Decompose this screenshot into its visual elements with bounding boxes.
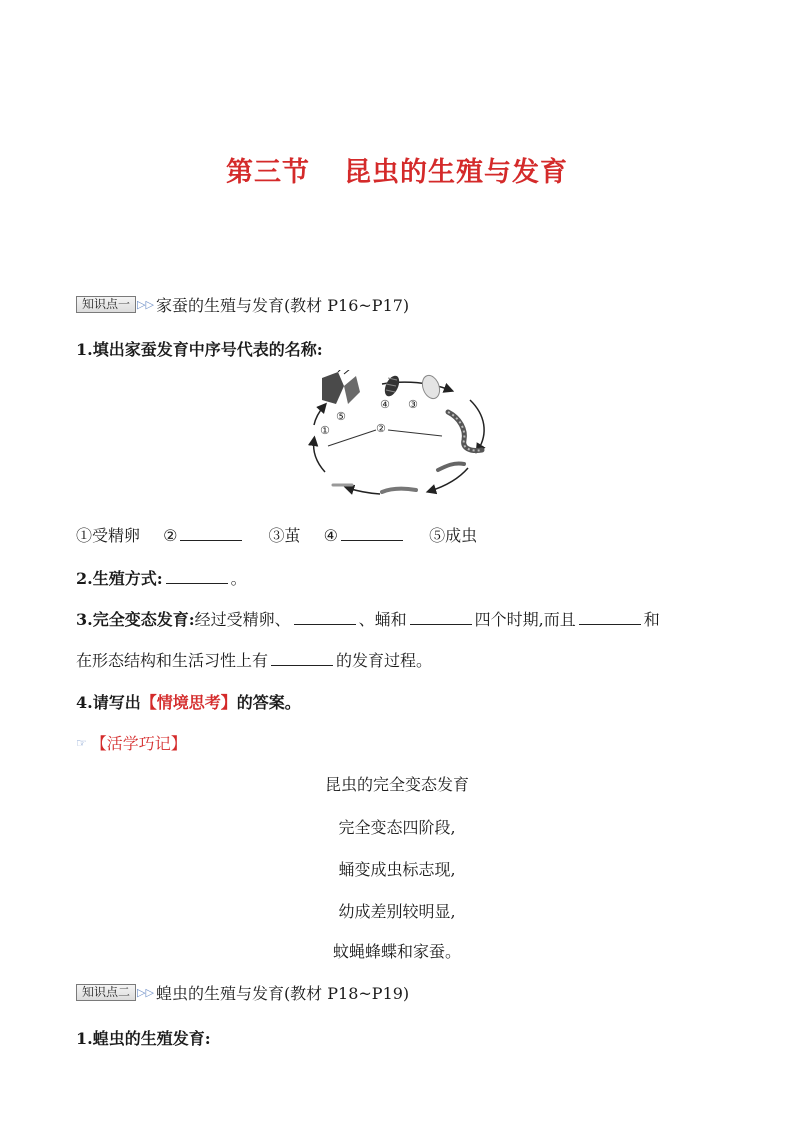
locust-question-1-text: 1.蝗虫的生殖发育: [76, 1029, 211, 1048]
diagram-answer-row [76, 523, 495, 546]
section-title: 昆虫的生殖与发育 [344, 157, 568, 188]
question-3-line-2: 在形态结构和生活习性上有 的发育过程。 [76, 651, 433, 670]
difference-blank[interactable] [271, 651, 333, 666]
poem-line-2: 完全变态四阶段, [338, 818, 456, 837]
answer-3: ③茧 [268, 526, 301, 545]
stage-blank-1[interactable] [294, 610, 356, 625]
question-3-label: 3.完全变态发育: [76, 610, 195, 629]
stage-blank-2[interactable] [410, 610, 472, 625]
double-arrow-icon: ▷▷ [137, 986, 154, 999]
pupa-icon [382, 373, 402, 398]
double-arrow-icon: ▷▷ [137, 298, 154, 311]
knowledge-point-text: 蝗虫的生殖与发育(教材 P18~P19) [155, 984, 410, 1003]
answer-2-blank[interactable] [180, 526, 242, 541]
knowledge-point-2-heading [76, 981, 409, 1004]
label-2: ② [376, 422, 386, 435]
label-4: ④ [380, 398, 390, 411]
section-number: 第三节 [226, 157, 310, 188]
scenario-thinking-highlight: 【情境思考】 [140, 693, 237, 712]
comparison-blank-1[interactable] [579, 610, 641, 625]
poem-line-5: 蚊蝇蜂蝶和家蚕。 [332, 942, 461, 961]
memory-tip-heading [76, 731, 187, 754]
question-1 [76, 337, 323, 360]
cycle-ring [314, 382, 484, 494]
memory-tip-label: 【活学巧记】 [90, 734, 187, 753]
moth-icon [322, 370, 360, 404]
label-3: ③ [408, 398, 418, 411]
poem-line-3: 蛹变成虫标志现, [338, 860, 456, 879]
question-2: 2.生殖方式: 。 [76, 569, 247, 588]
page-title [0, 150, 794, 189]
hand-pointer-icon: ☞ [76, 735, 87, 750]
poem-line-1: 昆虫的完全变态发育 [324, 775, 469, 794]
knowledge-point-tag: 知识点一 [76, 296, 136, 313]
answer-4: ④ [324, 526, 406, 545]
locust-question-1 [76, 1026, 211, 1049]
question-4: 4.请写出【情境思考】的答案。 [76, 693, 301, 712]
cocoon-icon [419, 373, 442, 401]
answer-2: ② [163, 526, 245, 545]
question-3: 3.完全变态发育:经过受精卵、 、蛹和 四个时期,而且 和 [76, 610, 660, 629]
question-2-label: 2.生殖方式: [76, 569, 163, 588]
reproduction-mode-blank[interactable] [166, 569, 228, 584]
knowledge-point-tag: 知识点二 [76, 984, 136, 1001]
larva-medium-icon [438, 463, 464, 470]
answer-1: ①受精卵 [76, 526, 141, 545]
label-5: ⑤ [336, 410, 346, 423]
larva-large-icon [448, 412, 482, 451]
poem-line-4: 幼成差别较明显, [338, 902, 456, 921]
label-1: ① [320, 424, 330, 437]
larva-small-icon [382, 489, 416, 492]
silkworm-lifecycle-diagram [300, 370, 500, 502]
question-1-text: 1.填出家蚕发育中序号代表的名称: [76, 340, 323, 359]
knowledge-point-1-heading [76, 293, 409, 316]
knowledge-point-text: 家蚕的生殖与发育(教材 P16~P17) [155, 296, 410, 315]
answer-5: ⑤成虫 [429, 526, 478, 545]
answer-4-blank[interactable] [341, 526, 403, 541]
